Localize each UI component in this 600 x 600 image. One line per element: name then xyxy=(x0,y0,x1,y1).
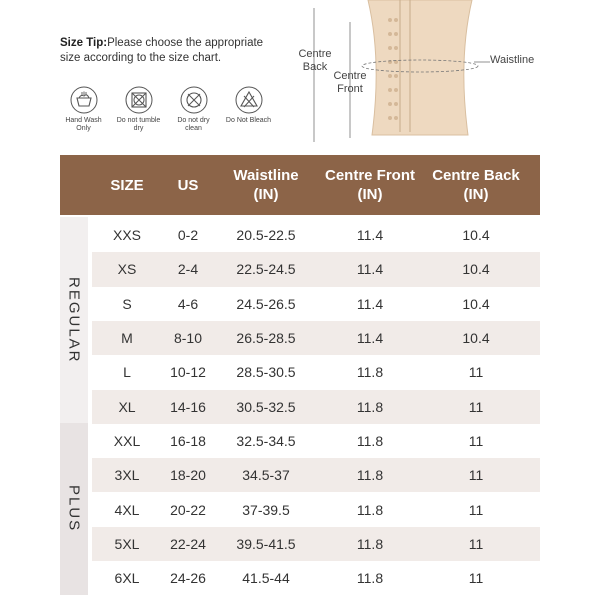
header-us: US xyxy=(177,176,199,194)
cell-size: 6XL xyxy=(114,570,140,587)
cell-us: 0-2 xyxy=(177,227,199,244)
cell-us: 8-10 xyxy=(173,330,203,347)
cell-size: XXS xyxy=(112,227,141,244)
cell-centre-back: 11 xyxy=(468,432,484,449)
cell-size: M xyxy=(121,330,133,347)
care-label: Hand Wash Only xyxy=(65,117,102,132)
table-row xyxy=(92,390,540,424)
cell-centre-back: 11 xyxy=(468,398,484,415)
table-row xyxy=(92,492,540,526)
cell-centre-front: 11.4 xyxy=(356,330,384,347)
cell-centre-front: 11.8 xyxy=(356,535,384,552)
cell-us: 24-26 xyxy=(170,570,206,587)
cell-centre-back: 11 xyxy=(468,501,484,518)
group-regular-label: REGULAR xyxy=(65,276,83,364)
cell-size: S xyxy=(122,295,132,312)
table-row xyxy=(92,287,540,321)
cell-size: XXL xyxy=(113,432,141,449)
cell-waistline: 34.5-37 xyxy=(242,467,290,484)
centre-front-label: Centre Front xyxy=(333,70,367,95)
table-row xyxy=(92,561,540,595)
cell-centre-back: 10.4 xyxy=(462,227,490,244)
table-row xyxy=(92,355,540,389)
size-tip-label: Size Tip: xyxy=(60,37,108,49)
cell-size: L xyxy=(123,364,131,381)
group-regular xyxy=(60,217,88,423)
cell-size: XS xyxy=(117,261,137,278)
care-label: Do not tumble dry xyxy=(116,117,161,132)
cell-waistline: 30.5-32.5 xyxy=(236,398,296,415)
cell-us: 2-4 xyxy=(177,261,199,278)
measure-lines xyxy=(0,0,600,150)
cell-waistline: 37-39.5 xyxy=(242,501,290,518)
cell-us: 20-22 xyxy=(170,501,206,518)
cell-size: 5XL xyxy=(114,535,140,552)
cell-centre-front: 11.4 xyxy=(356,227,384,244)
cell-waistline: 28.5-30.5 xyxy=(236,364,296,381)
cell-centre-front: 11.8 xyxy=(356,501,384,518)
cell-size: 3XL xyxy=(114,467,140,484)
cell-waistline: 22.5-24.5 xyxy=(236,261,296,278)
table-row xyxy=(92,458,540,492)
cell-waistline: 24.5-26.5 xyxy=(236,295,296,312)
cell-us: 18-20 xyxy=(170,467,206,484)
table-header xyxy=(60,155,540,215)
header-centre-back: Centre Back (IN) xyxy=(432,167,520,203)
table-row xyxy=(92,527,540,561)
cell-waistline: 20.5-22.5 xyxy=(236,227,296,244)
cell-us: 22-24 xyxy=(170,535,206,552)
care-label: Do not dry clean xyxy=(177,117,210,132)
care-label: Do Not Bleach xyxy=(225,117,272,124)
table-row xyxy=(92,218,540,252)
table-row xyxy=(92,252,540,286)
cell-centre-back: 11 xyxy=(468,535,484,552)
cell-centre-front: 11.8 xyxy=(356,398,384,415)
table-row xyxy=(92,424,540,458)
cell-centre-back: 10.4 xyxy=(462,330,490,347)
size-chart-table xyxy=(60,155,540,595)
header-waistline: Waistline (IN) xyxy=(233,167,299,203)
waistline-label: Waistline xyxy=(490,54,535,66)
cell-centre-back: 11 xyxy=(468,364,484,381)
size-tip-text: Please choose the appropriate size according to the size chart. xyxy=(60,37,264,64)
cell-centre-front: 11.8 xyxy=(356,364,384,381)
cell-waistline: 41.5-44 xyxy=(242,570,290,587)
cell-centre-back: 11 xyxy=(468,467,484,484)
cell-waistline: 26.5-28.5 xyxy=(236,330,296,347)
cell-centre-front: 11.8 xyxy=(356,432,384,449)
cell-centre-front: 11.4 xyxy=(356,295,384,312)
cell-waistline: 39.5-41.5 xyxy=(236,535,296,552)
centre-back-label: Centre Back xyxy=(298,48,332,73)
cell-centre-front: 11.8 xyxy=(356,570,384,587)
cell-centre-back: 11 xyxy=(468,570,484,587)
group-plus xyxy=(60,423,88,595)
cell-us: 14-16 xyxy=(170,398,206,415)
cell-centre-back: 10.4 xyxy=(462,295,490,312)
group-plus-label: PLUS xyxy=(65,485,83,533)
cell-us: 16-18 xyxy=(170,432,206,449)
cell-us: 4-6 xyxy=(177,295,199,312)
header-centre-front: Centre Front (IN) xyxy=(325,167,415,203)
cell-centre-front: 11.8 xyxy=(356,467,384,484)
header-size: SIZE xyxy=(110,176,144,194)
cell-waistline: 32.5-34.5 xyxy=(236,432,296,449)
cell-centre-back: 10.4 xyxy=(462,261,490,278)
cell-centre-front: 11.4 xyxy=(356,261,384,278)
table-row xyxy=(92,321,540,355)
cell-size: 4XL xyxy=(114,501,140,518)
cell-us: 10-12 xyxy=(170,364,206,381)
cell-size: XL xyxy=(118,398,136,415)
